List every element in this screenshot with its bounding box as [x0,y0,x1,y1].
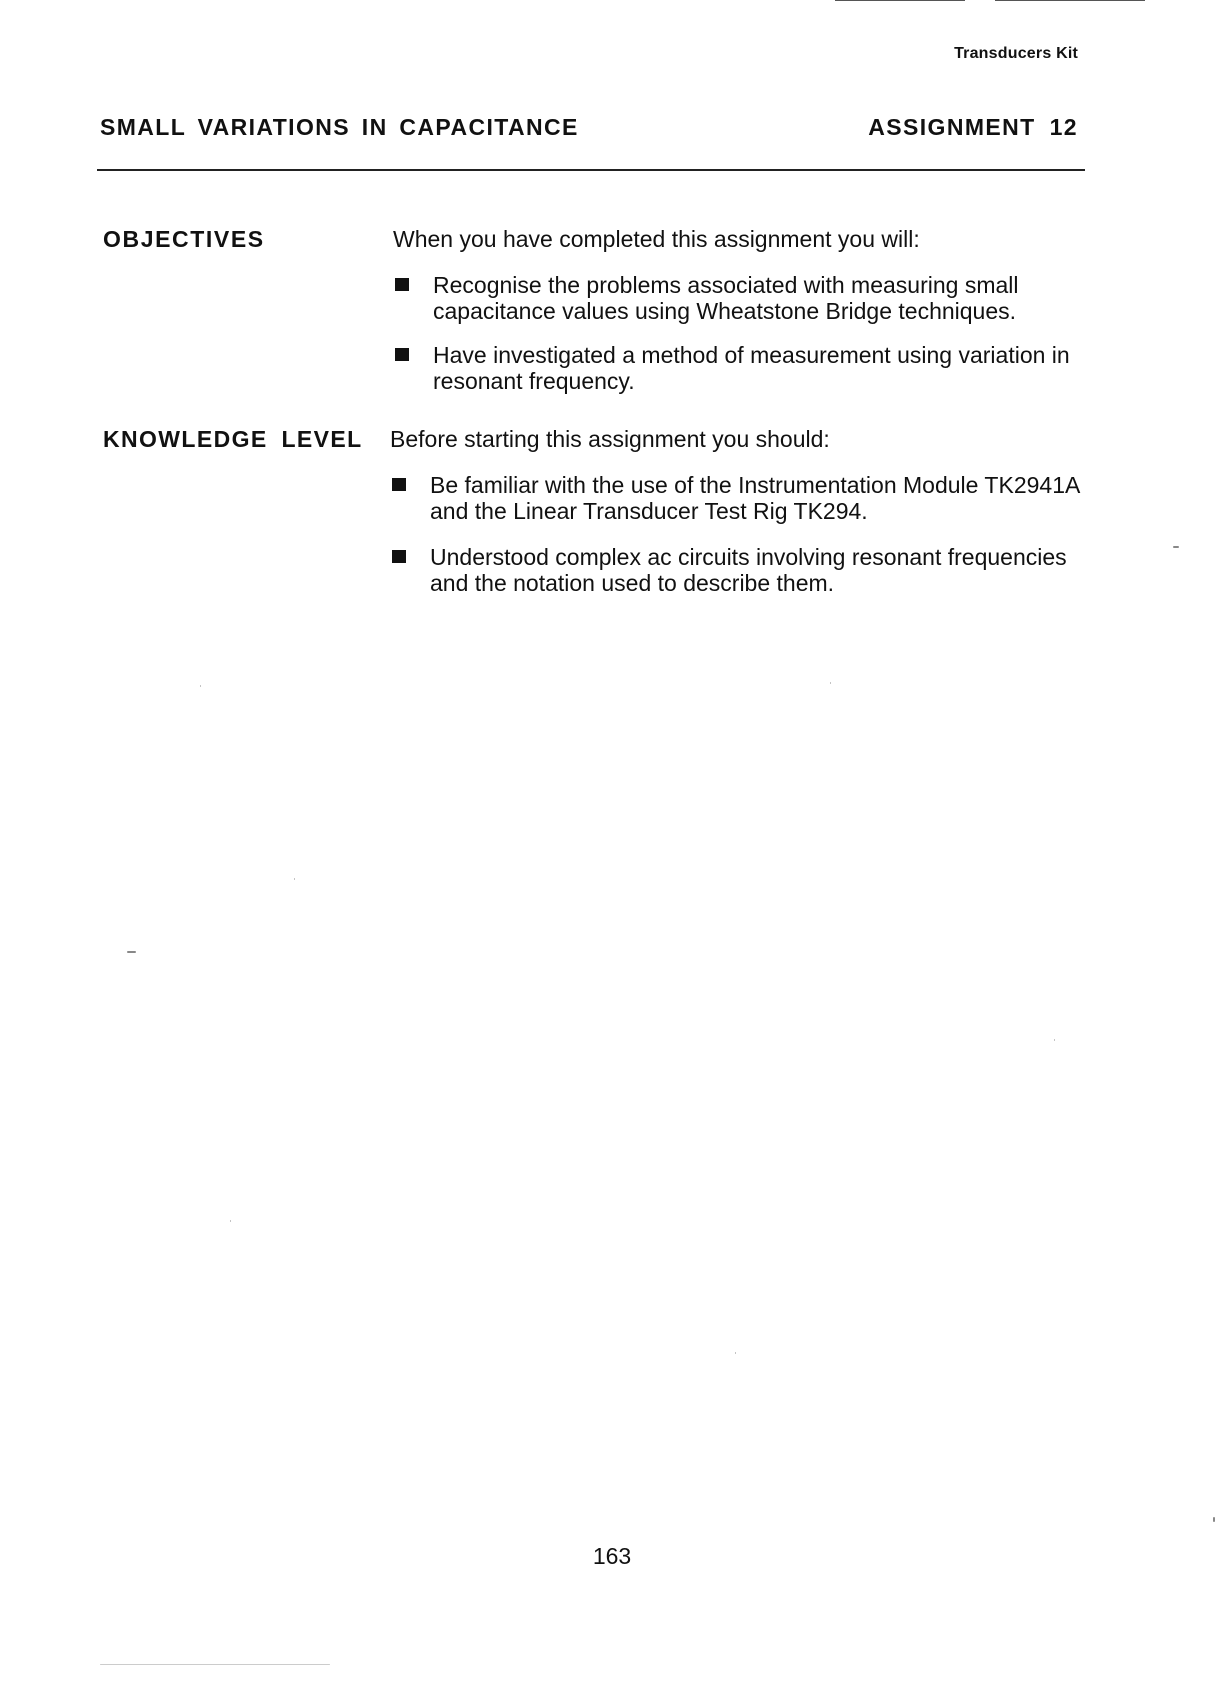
scan-speck [830,682,831,684]
list-item [390,544,1093,596]
list-item-text: Understood complex ac circuits involving resonant frequencies and the notation used to describe them. [430,544,1067,596]
list-item [393,342,1093,394]
square-bullet-icon [395,348,409,361]
list-item [393,272,1093,324]
scan-speck [100,1664,330,1665]
objectives-body [393,226,1093,394]
assignment-number: 12 [1049,114,1078,140]
running-header: Transducers Kit [954,45,1078,62]
knowledge-level-list [390,472,1093,596]
scan-speck [200,685,201,687]
square-bullet-icon [392,478,406,491]
knowledge-level-intro: Before starting this assignment you should: [390,426,830,452]
objectives-heading: OBJECTIVES [103,226,265,252]
knowledge-level-heading: KNOWLEDGE LEVEL [103,426,363,452]
assignment-title: SMALL VARIATIONS IN CAPACITANCE [100,114,579,140]
knowledge-level-body [390,426,1093,596]
scan-speck [230,1220,231,1222]
scan-speck [1054,1039,1055,1041]
square-bullet-icon [395,278,409,291]
page-number: 163 [592,1543,632,1569]
knowledge-level-section [103,426,1093,596]
scan-speck [735,1352,736,1354]
list-item-text: Have investigated a method of measurement using variation in resonant frequency. [433,342,1070,394]
scan-edge-line [995,0,1145,1]
scan-speck [1173,546,1179,548]
scan-speck [127,951,136,953]
list-item [390,472,1093,524]
assignment-id [868,114,1078,141]
scan-speck [1213,1517,1215,1522]
assignment-label: ASSIGNMENT [868,114,1036,140]
square-bullet-icon [392,550,406,563]
scan-speck [294,878,295,880]
objectives-list [393,272,1093,394]
list-item-text: Recognise the problems associated with measuring small capacitance values using Wheatstone Bridge techniques. [433,272,1019,324]
objectives-intro: When you have completed this assignment you will: [393,226,920,252]
assignment-title-bar [100,114,1082,141]
objectives-section [103,226,1093,394]
scan-edge-line [835,0,965,1]
title-divider [97,169,1085,171]
list-item-text: Be familiar with the use of the Instrumentation Module TK2941A and the Linear Transducer Test Rig TK294. [430,472,1080,524]
